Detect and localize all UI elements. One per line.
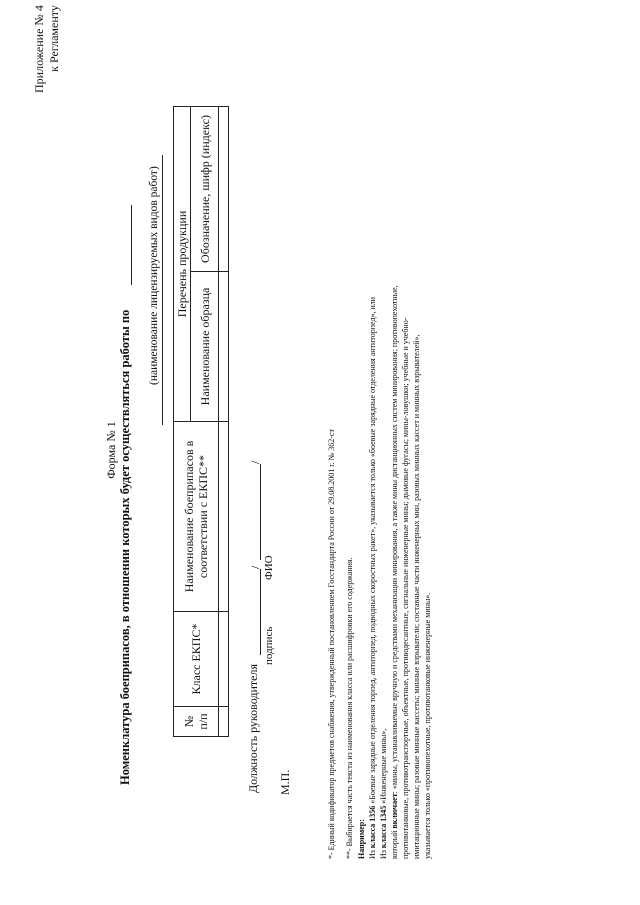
example-line-2: Из класса 1345 «Инженерные мины», [379,728,388,859]
appendix-label [32,5,62,93]
header-product-list: Перечень продукции [174,107,191,422]
title-fill-line [131,205,132,285]
header-class: Класс ЕКПС* [174,612,219,707]
table-cell [219,272,229,422]
footnote-selection: **- Выбирается часть текста из наименования класса или расшифровки его содержания. [345,557,354,859]
header-code: Обозначение, шифр (индекс) [191,107,219,272]
fio-label: ФИО [263,555,275,580]
fio-line [260,464,261,560]
form-number: Форма № 1 [104,421,118,479]
document-title: Номенклатура боеприпасов, в отношении которых будет осуществляться работы по [118,309,132,785]
example-line-3: который включает: «мины, устанавливаемые вручную и средствами механизации минирования, а также мины дистанционных систем минирования; противопехотные, [390,285,399,859]
example-line-4: противотанковые, противотранспортные, объектные, противодесантные, сигнальные инженерные мины; дымовые фугасы; мины-ловушки; учебные и учебно- [401,317,410,859]
header-name: Наименование боеприпасов в соответствии с ЕКПС** [174,422,219,612]
rotated-document: Приложение № 4 к Регламенту Форма № 1 Номенклатура боеприпасов, в отношении которых будет осуществляться работы по (наименование лицензируемых видов работ) № п/п Класс ЕКПС* Наименование боеприпасов в соответствии с ЕКПС** Перечень продукции Наименование образца Обозначение, шифр (индекс) Должность руководителя / / подпись ФИО М.П. *- Единый кодификатор предметов снабжения, утвержденный постановлением Госстандарта России от 29.08.2001 г. № 362-ст **- Выбирается часть текста из наименования класса или расшифровки его содержания. Например: Из класса 1356 «Боевые зарядные отделения торпед, антиторпед, подводных скоростных ракет», указывается только «боевые зарядные отделения антиторпед», или Из класса 1345 «Инженерные мины», который включает: «мины, устанавливаемые вручную и средствами механизации минирования, а также мины дистанционных систем минирования; противопехотные, противотанковые, противотранспортные, объектные, противодесантные, сигнальные инженерные мины; дымовые фугасы; мины-ловушки; учебные и учебно- имитационные мины; разовые минные кассеты; минные взрыватели; составные части инженерных мин, разовых минных кассет и минных взрывателей», указывается только «противопехотные, противотанковые инженерные мины». [32,5,432,859]
table-cell [219,707,229,737]
table-cell [219,422,229,612]
table-cell [219,107,229,272]
appendix-line-2: к Регламенту [47,5,61,72]
example-line-6: указывается только «противопехотные, противотанковые инженерные мины». [423,592,432,859]
table-cell [219,612,229,707]
sign-label: подпись [263,626,275,665]
example-line-1: Из класса 1356 «Боевые зарядные отделения торпед, антиторпед, подводных скоростных ракет», указывается только «боевые зарядные отделения антиторпед», или [368,296,377,859]
header-sample: Наименование образца [191,272,219,422]
nomenclature-table [173,106,229,737]
position-label: Должность руководителя [246,664,260,793]
example-line-5: имитационные мины; разовые минные кассеты; минные взрыватели; составные части инженерных мин, разовых минных кассет и минных взрывателей», [412,334,421,859]
works-fill-line [162,155,163,425]
footnote-ekps: *- Единый кодификатор предметов снабжения, утвержденный постановлением Госстандарта России от 29.08.2001 г. № 362-ст [327,429,336,859]
header-num: № п/п [174,707,219,737]
appendix-line-1: Приложение № 4 [32,5,46,93]
sign-line [260,569,261,655]
seal-label: М.П. [278,769,292,795]
works-caption: (наименование лицензируемых видов работ) [148,166,160,385]
example-label: Например: [357,819,366,859]
